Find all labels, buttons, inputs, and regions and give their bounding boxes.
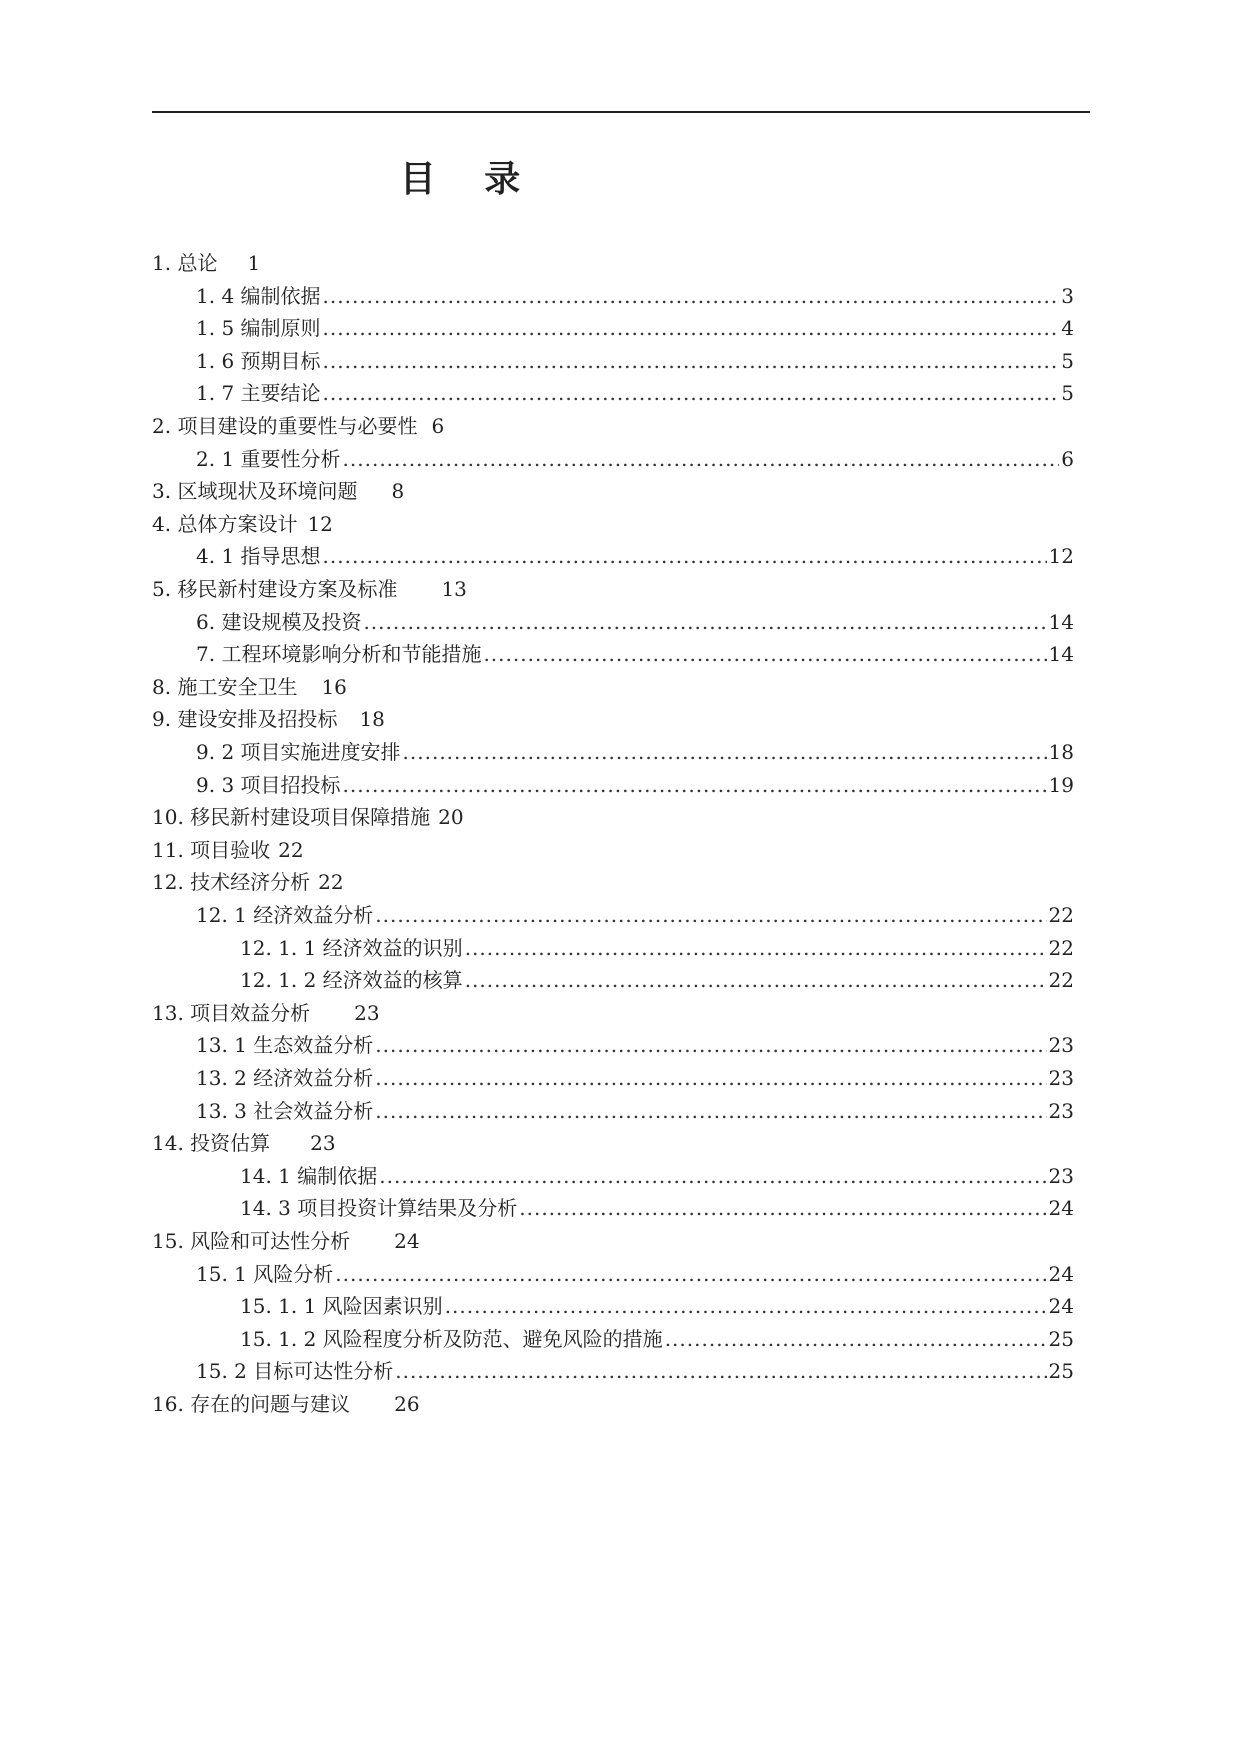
toc-entry[interactable] bbox=[196, 312, 1074, 345]
toc-entry-page-number: 6 bbox=[1061, 446, 1074, 471]
toc-entry-page-number: 23 bbox=[310, 1131, 336, 1156]
toc-entry-page-number: 14 bbox=[1048, 609, 1074, 634]
toc-entry[interactable] bbox=[152, 801, 464, 834]
toc-entry[interactable] bbox=[240, 1192, 1074, 1225]
toc-entry-label: 4. 总体方案设计 bbox=[152, 511, 298, 536]
page-title: 目 录 bbox=[399, 159, 539, 200]
toc-entry-page-number: 24 bbox=[1048, 1294, 1074, 1319]
toc-entry[interactable] bbox=[196, 1029, 1074, 1062]
toc-entry[interactable] bbox=[196, 443, 1074, 476]
toc-dot-leader bbox=[375, 899, 1046, 932]
toc-entry[interactable] bbox=[196, 345, 1074, 378]
toc-entry-page-number: 22 bbox=[1048, 935, 1074, 960]
toc-entry-page-number: 23 bbox=[354, 1000, 380, 1025]
toc-entry[interactable] bbox=[152, 997, 380, 1030]
toc-dot-leader bbox=[335, 1258, 1046, 1291]
toc-entry-page-number: 22 bbox=[1048, 903, 1074, 927]
toc-entry-label: 8. 施工安全卫生 bbox=[152, 674, 298, 699]
toc-entry-page-number: 5 bbox=[1061, 348, 1074, 373]
toc-entry-label: 14. 1 编制依据 bbox=[240, 1163, 378, 1188]
toc-dot-leader bbox=[323, 312, 1060, 345]
toc-entry[interactable] bbox=[152, 410, 444, 443]
toc-entry-page-number: 22 bbox=[278, 837, 304, 862]
toc-entry-page-number: 19 bbox=[1048, 772, 1074, 797]
toc-entry-label: 14. 投资估算 bbox=[152, 1131, 271, 1156]
toc-entry-label: 9. 建设安排及招投标 bbox=[152, 707, 338, 732]
toc-entry[interactable] bbox=[152, 834, 304, 867]
toc-entry-page-number: 23 bbox=[1048, 1066, 1074, 1090]
toc-dot-leader bbox=[323, 377, 1060, 410]
toc-dot-leader bbox=[363, 606, 1046, 639]
toc-dot-leader bbox=[445, 1290, 1047, 1323]
toc-entry-page-number: 14 bbox=[1048, 642, 1074, 667]
toc-entry-page-number: 24 bbox=[394, 1229, 420, 1253]
toc-dot-leader bbox=[395, 1355, 1046, 1388]
toc-entry-page-number: 18 bbox=[1048, 740, 1074, 764]
toc-entry-page-number: 1 bbox=[247, 251, 261, 275]
toc-entry-label: 2. 1 重要性分析 bbox=[196, 446, 341, 471]
toc-entry[interactable] bbox=[240, 1290, 1074, 1323]
toc-entry-label: 5. 移民新村建设方案及标准 bbox=[152, 577, 398, 601]
toc-entry-label: 7. 工程环境影响分析和节能措施 bbox=[196, 642, 482, 667]
toc-entry[interactable] bbox=[240, 1160, 1074, 1193]
toc-entry-label: 13. 2 经济效益分析 bbox=[196, 1066, 374, 1090]
toc-dot-leader bbox=[323, 280, 1060, 313]
toc-entry-page-number: 13 bbox=[441, 577, 467, 601]
toc-entry-label: 12. 1 经济效益分析 bbox=[196, 903, 374, 927]
toc-entry-label: 15. 2 目标可达性分析 bbox=[196, 1359, 394, 1384]
toc-entry-page-number: 26 bbox=[394, 1392, 420, 1416]
toc-entry[interactable] bbox=[240, 932, 1074, 965]
toc-entry-label: 11. 项目验收 bbox=[152, 837, 271, 862]
toc-entry-page-number: 12 bbox=[1048, 544, 1074, 569]
toc-entry-page-number: 3 bbox=[1061, 283, 1074, 308]
toc-entry-label: 15. 1 风险分析 bbox=[196, 1261, 334, 1286]
toc-entry-page-number: 12 bbox=[307, 511, 333, 536]
toc-dot-leader bbox=[483, 638, 1046, 671]
toc-dot-leader bbox=[665, 1323, 1047, 1356]
toc-entry-page-number: 20 bbox=[438, 805, 464, 830]
toc-entry-label: 15. 1. 2 风险程度分析及防范、避免风险的措施 bbox=[240, 1326, 663, 1351]
toc-entry[interactable] bbox=[196, 1355, 1074, 1388]
toc-entry-page-number: 22 bbox=[1048, 968, 1074, 993]
toc-entry-label: 16. 存在的问题与建议 bbox=[152, 1392, 351, 1416]
toc-dot-leader bbox=[375, 1062, 1046, 1095]
toc-entry-label: 13. 3 社会效益分析 bbox=[196, 1098, 374, 1123]
toc-entry[interactable] bbox=[196, 1062, 1074, 1095]
toc-entry-page-number: 23 bbox=[1048, 1163, 1074, 1188]
toc-entry-label: 10. 移民新村建设项目保障措施 bbox=[152, 805, 431, 830]
toc-entry[interactable] bbox=[196, 280, 1074, 313]
toc-dot-leader bbox=[343, 769, 1047, 802]
toc-entry-label: 9. 2 项目实施进度安排 bbox=[196, 740, 401, 764]
toc-entry[interactable] bbox=[196, 638, 1074, 671]
toc-entry[interactable] bbox=[196, 1258, 1074, 1291]
toc-entry-page-number: 5 bbox=[1061, 381, 1074, 406]
toc-entry-page-number: 25 bbox=[1048, 1359, 1074, 1384]
toc-entry-label: 1. 7 主要结论 bbox=[196, 381, 321, 406]
toc-dot-leader bbox=[323, 540, 1047, 573]
toc-entry-page-number: 18 bbox=[359, 707, 385, 732]
toc-entry[interactable] bbox=[152, 671, 347, 704]
toc-entry[interactable] bbox=[240, 1323, 1074, 1356]
toc-entry-page-number: 25 bbox=[1048, 1326, 1074, 1351]
toc-entry-label: 13. 1 生态效益分析 bbox=[196, 1033, 374, 1058]
toc-entry-label: 12. 1. 1 经济效益的识别 bbox=[240, 935, 463, 960]
toc-entry-page-number: 24 bbox=[1048, 1261, 1074, 1286]
toc-entry-page-number: 8 bbox=[391, 479, 405, 504]
toc-entry-label: 15. 风险和可达性分析 bbox=[152, 1229, 351, 1253]
toc-entry[interactable] bbox=[152, 703, 385, 736]
toc-entry-label: 1. 6 预期目标 bbox=[196, 348, 321, 373]
toc-entry-label: 1. 总论 bbox=[152, 251, 218, 275]
toc-dot-leader bbox=[465, 932, 1047, 965]
toc-dot-leader bbox=[375, 1095, 1046, 1128]
toc-entry-page-number: 22 bbox=[318, 870, 344, 895]
toc-entry-label: 12. 技术经济分析 bbox=[152, 870, 311, 895]
toc-entry-label: 15. 1. 1 风险因素识别 bbox=[240, 1294, 443, 1319]
toc-entry[interactable] bbox=[196, 736, 1074, 769]
toc-entry[interactable] bbox=[196, 899, 1074, 932]
toc-entry[interactable] bbox=[196, 1095, 1074, 1128]
toc-entry-label: 2. 项目建设的重要性与必要性 bbox=[152, 414, 418, 438]
toc-entry[interactable] bbox=[196, 377, 1074, 410]
toc-entry-label: 1. 4 编制依据 bbox=[196, 283, 321, 308]
toc-entry-label: 14. 3 项目投资计算结果及分析 bbox=[240, 1196, 518, 1221]
toc-entry-page-number: 24 bbox=[1048, 1196, 1074, 1221]
toc-entry-page-number: 23 bbox=[1048, 1098, 1074, 1123]
toc-entry[interactable] bbox=[152, 573, 467, 606]
toc-entry[interactable] bbox=[196, 606, 1074, 639]
toc-entry-label: 3. 区域现状及环境问题 bbox=[152, 479, 358, 504]
toc-dot-leader bbox=[323, 345, 1060, 378]
toc-entry[interactable] bbox=[152, 1127, 336, 1160]
toc-entry-label: 1. 5 编制原则 bbox=[196, 316, 321, 341]
toc-entry[interactable] bbox=[152, 475, 404, 508]
toc-dot-leader bbox=[465, 964, 1047, 997]
toc-entry[interactable] bbox=[152, 247, 260, 280]
toc-entry[interactable] bbox=[152, 1388, 420, 1421]
toc-entry-page-number: 16 bbox=[321, 674, 347, 699]
toc-entry-page-number: 6 bbox=[431, 414, 445, 438]
toc-dot-leader bbox=[403, 736, 1047, 769]
toc-entry[interactable] bbox=[152, 866, 344, 899]
toc-entry[interactable] bbox=[196, 769, 1074, 802]
header-rule bbox=[152, 111, 1090, 113]
toc-entry[interactable] bbox=[196, 540, 1074, 573]
toc-dot-leader bbox=[375, 1029, 1046, 1062]
toc-dot-leader bbox=[343, 443, 1060, 476]
toc-entry-label: 4. 1 指导思想 bbox=[196, 544, 321, 569]
toc-entry-label: 13. 项目效益分析 bbox=[152, 1000, 311, 1025]
toc-entry[interactable] bbox=[152, 1225, 420, 1258]
toc-dot-leader bbox=[519, 1192, 1046, 1225]
toc-entry-page-number: 23 bbox=[1048, 1033, 1074, 1058]
toc-entry-page-number: 4 bbox=[1061, 316, 1074, 341]
toc-entry[interactable] bbox=[240, 964, 1074, 997]
toc-dot-leader bbox=[379, 1160, 1046, 1193]
toc-entry-label: 9. 3 项目招投标 bbox=[196, 772, 341, 797]
toc-entry-label: 12. 1. 2 经济效益的核算 bbox=[240, 968, 463, 993]
toc-entry[interactable] bbox=[152, 508, 333, 541]
toc-entry-label: 6. 建设规模及投资 bbox=[196, 609, 362, 634]
